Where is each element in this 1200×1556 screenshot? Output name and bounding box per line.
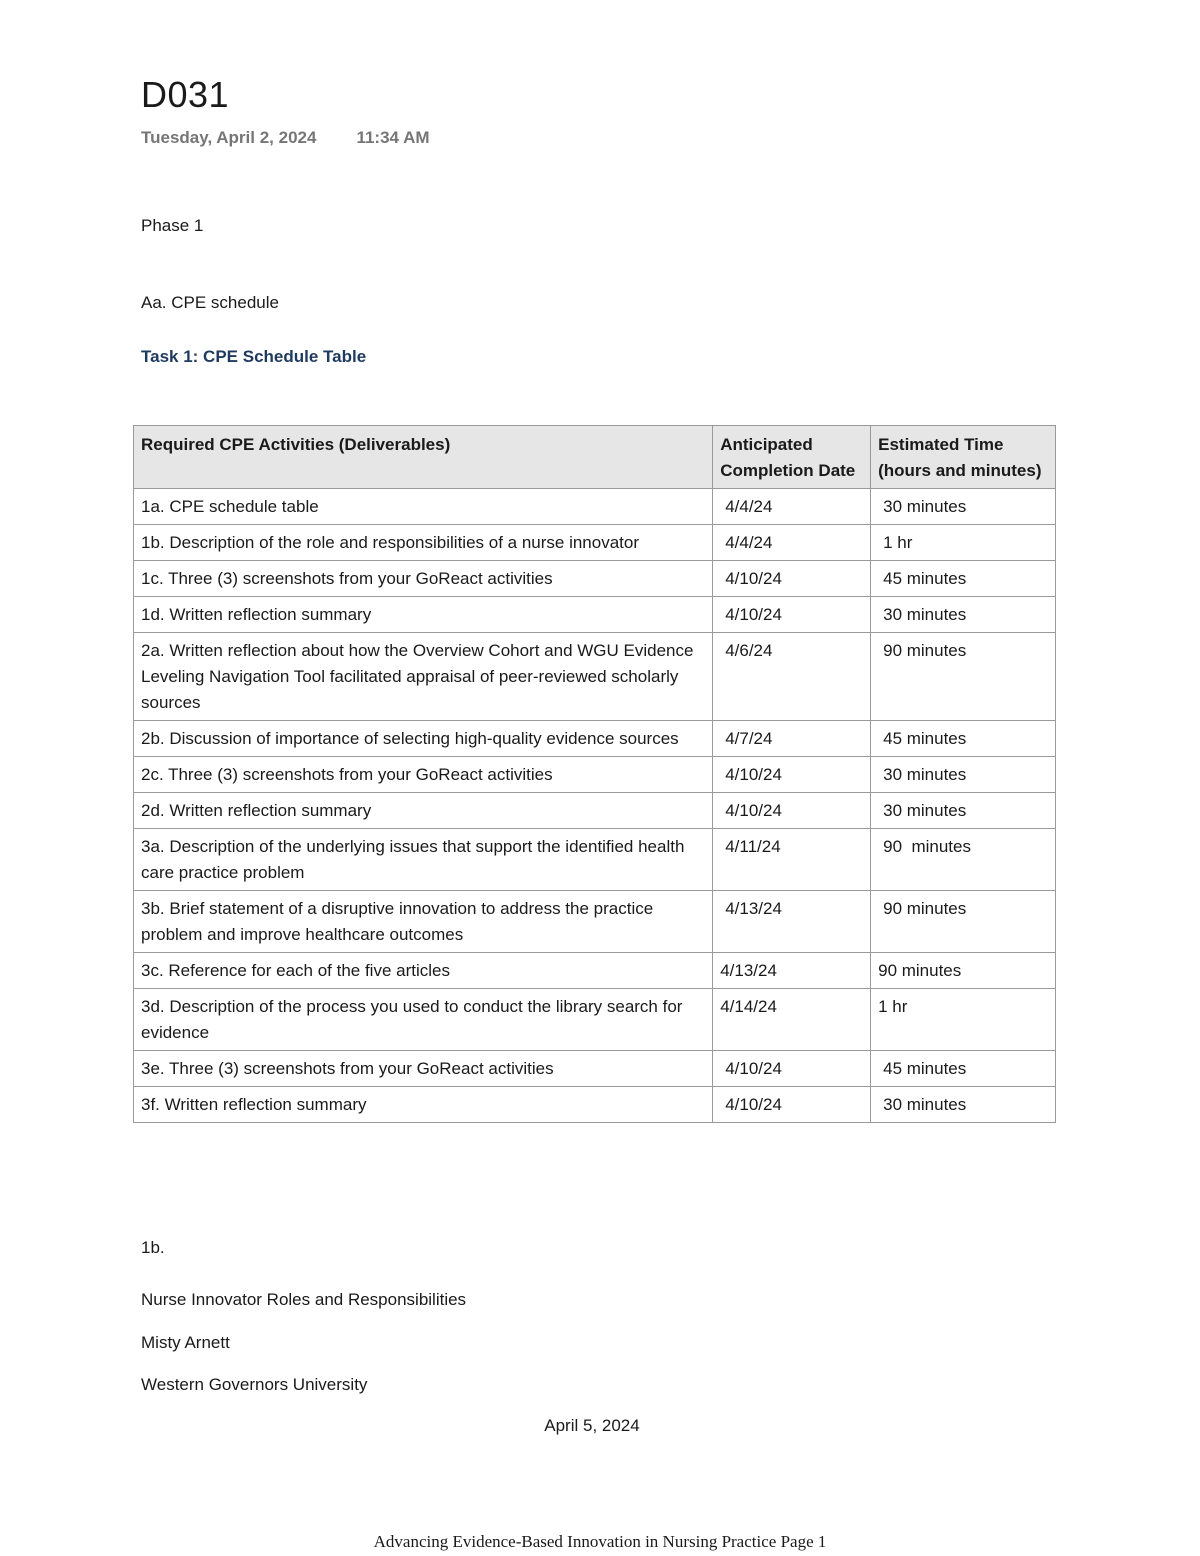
- cpe-schedule-table: [133, 425, 1056, 1123]
- activity-cell: 1c. Three (3) screenshots from your GoReact activities: [134, 561, 713, 597]
- time-cell: 1 hr: [871, 989, 1056, 1051]
- time-cell: 30 minutes: [871, 757, 1056, 793]
- table-row: [134, 489, 1056, 525]
- phase-label: Phase 1: [141, 216, 204, 235]
- table-row: [134, 561, 1056, 597]
- table-row: [134, 953, 1056, 989]
- paper-date: April 5, 2024: [544, 1416, 640, 1435]
- table-row: [134, 1087, 1056, 1123]
- activity-cell: 3d. Description of the process you used to conduct the library search for evidence: [134, 989, 713, 1051]
- page-footer: Advancing Evidence-Based Innovation in Nursing Practice Page 1: [373, 1532, 827, 1551]
- date-cell: 4/4/24: [713, 525, 871, 561]
- table-row: [134, 1051, 1056, 1087]
- activity-cell: 3c. Reference for each of the five articles: [134, 953, 713, 989]
- time-cell: 45 minutes: [871, 1051, 1056, 1087]
- time-cell: 30 minutes: [871, 489, 1056, 525]
- table-row: [134, 793, 1056, 829]
- date-cell: 4/10/24: [713, 1087, 871, 1123]
- table-row: [134, 597, 1056, 633]
- header-completion-date: Anticipated Completion Date: [713, 426, 871, 489]
- table-row: [134, 721, 1056, 757]
- date-cell: 4/4/24: [713, 489, 871, 525]
- date-cell: 4/11/24: [713, 829, 871, 891]
- page-date: Tuesday, April 2, 2024: [141, 128, 317, 147]
- time-cell: 90 minutes: [871, 953, 1056, 989]
- activity-cell: 1b. Description of the role and responsibilities of a nurse innovator: [134, 525, 713, 561]
- time-cell: 45 minutes: [871, 561, 1056, 597]
- date-cell: 4/10/24: [713, 757, 871, 793]
- time-cell: 90 minutes: [871, 633, 1056, 721]
- activity-cell: 1d. Written reflection summary: [134, 597, 713, 633]
- table-row: [134, 891, 1056, 953]
- time-cell: 1 hr: [871, 525, 1056, 561]
- page-time: 11:34 AM: [356, 128, 430, 147]
- activity-cell: 3a. Description of the underlying issues that support the identified health care practice problem: [134, 829, 713, 891]
- activity-cell: 3b. Brief statement of a disruptive innovation to address the practice problem and improve healthcare outcomes: [134, 891, 713, 953]
- time-cell: 45 minutes: [871, 721, 1056, 757]
- section-aa: Aa. CPE schedule: [141, 293, 279, 312]
- date-cell: 4/10/24: [713, 561, 871, 597]
- paper-institution: Western Governors University: [141, 1375, 368, 1394]
- task-heading: Task 1: CPE Schedule Table: [141, 347, 367, 366]
- header-estimated-time: Estimated Time (hours and minutes): [871, 426, 1056, 489]
- activity-cell: 2d. Written reflection summary: [134, 793, 713, 829]
- page-title: D031: [141, 74, 230, 115]
- table-row: [134, 633, 1056, 721]
- time-cell: 30 minutes: [871, 1087, 1056, 1123]
- date-cell: 4/10/24: [713, 597, 871, 633]
- date-cell: 4/13/24: [713, 891, 871, 953]
- time-cell: 30 minutes: [871, 597, 1056, 633]
- time-cell: 90 minutes: [871, 829, 1056, 891]
- date-cell: 4/7/24: [713, 721, 871, 757]
- date-cell: 4/13/24: [713, 953, 871, 989]
- table-header-row: [134, 426, 1056, 489]
- table-row: [134, 989, 1056, 1051]
- table-row: [134, 757, 1056, 793]
- activity-cell: 1a. CPE schedule table: [134, 489, 713, 525]
- activity-cell: 2c. Three (3) screenshots from your GoReact activities: [134, 757, 713, 793]
- table-row: [134, 829, 1056, 891]
- date-cell: 4/14/24: [713, 989, 871, 1051]
- date-cell: 4/6/24: [713, 633, 871, 721]
- activity-cell: 3f. Written reflection summary: [134, 1087, 713, 1123]
- page-meta: [141, 128, 430, 148]
- time-cell: 90 minutes: [871, 891, 1056, 953]
- header-activities: Required CPE Activities (Deliverables): [134, 426, 713, 489]
- table-row: [134, 525, 1056, 561]
- activity-cell: 3e. Three (3) screenshots from your GoReact activities: [134, 1051, 713, 1087]
- paper-author: Misty Arnett: [141, 1333, 230, 1352]
- paper-title: Nurse Innovator Roles and Responsibilities: [141, 1290, 467, 1309]
- activity-cell: 2b. Discussion of importance of selecting high-quality evidence sources: [134, 721, 713, 757]
- activity-cell: 2a. Written reflection about how the Overview Cohort and WGU Evidence Leveling Navigation Tool facilitated appraisal of peer-reviewed scholarly sources: [134, 633, 713, 721]
- date-cell: 4/10/24: [713, 793, 871, 829]
- date-cell: 4/10/24: [713, 1051, 871, 1087]
- paper-label: 1b.: [141, 1238, 165, 1257]
- time-cell: 30 minutes: [871, 793, 1056, 829]
